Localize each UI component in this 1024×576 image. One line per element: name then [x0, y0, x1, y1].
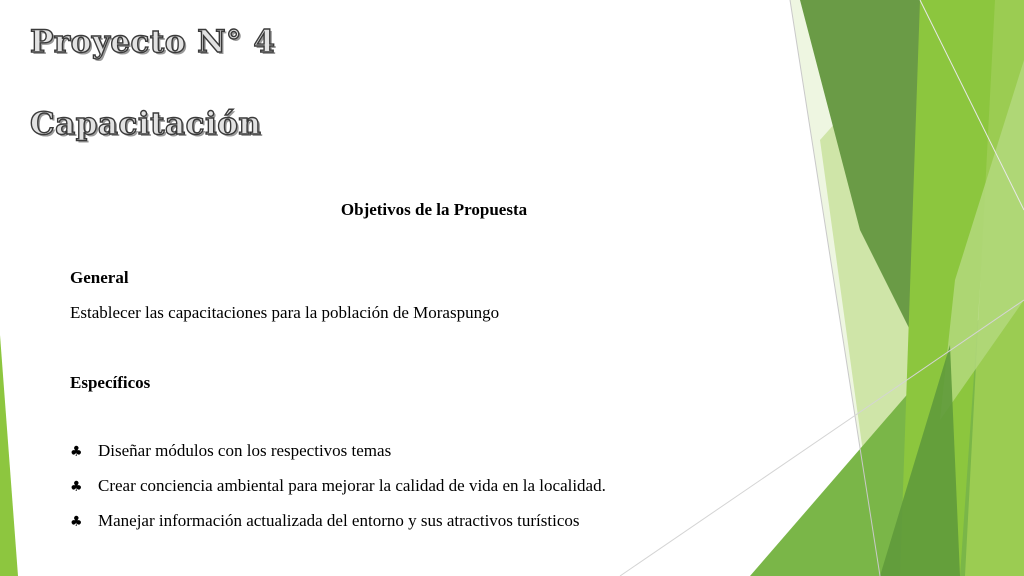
- specific-item: [70, 511, 580, 531]
- specific-heading: Específicos: [70, 373, 151, 392]
- specific-item: [70, 476, 606, 496]
- general-text: Establecer las capacitaciones para la población de Moraspungo: [70, 303, 500, 322]
- club-suit-icon: ♣: [70, 514, 83, 530]
- club-suit-icon: ♣: [70, 444, 83, 460]
- specific-item-text: Crear conciencia ambiental para mejorar la calidad de vida en la localidad.: [98, 476, 606, 495]
- specific-item-text: Manejar información actualizada del entorno y sus atractivos turísticos: [98, 511, 580, 530]
- objectives-title: Objetivos de la Propuesta: [340, 200, 528, 219]
- specific-item: [70, 441, 391, 461]
- club-suit-icon: ♣: [70, 479, 83, 495]
- general-heading: General: [70, 268, 129, 287]
- left-edge-facet: [0, 335, 18, 576]
- specific-item-text: Diseñar módulos con los respectivos temas: [98, 441, 392, 460]
- slide-title-line2: Capacitación: [30, 106, 262, 142]
- slide-title-line1: Proyecto N° 4: [30, 24, 276, 60]
